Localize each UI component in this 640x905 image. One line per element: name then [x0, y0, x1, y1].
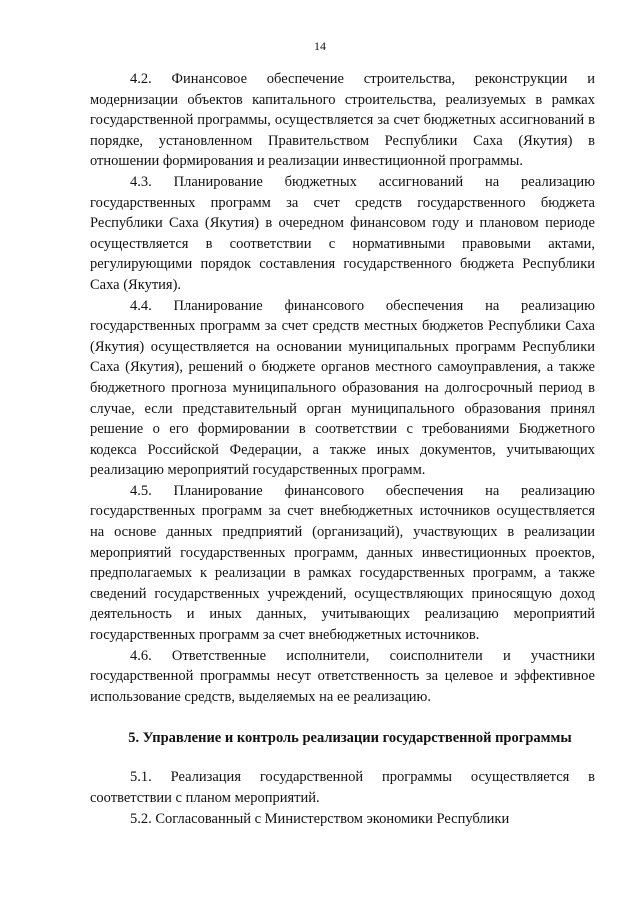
paragraph-4-6: 4.6. Ответственные исполнители, соисполнители и участники государственной программы несут ответственность за целевое и эффективное использование средств, выделяемых на ее реализацию.: [90, 647, 595, 705]
paragraph-4-3: 4.3. Планирование бюджетных ассигнований на реализацию государственных программ за счет средств государственного бюджета Республики Саха (Якутия) в очередном финансовом году и плановом периоде осуществляется в соответствии с нормативными правовыми актами, регулирующими порядок составления государственного бюджета Республики Саха (Якутия).: [90, 173, 595, 293]
page-number: 14: [314, 39, 326, 53]
paragraph-4-2: 4.2. Финансовое обеспечение строительства, реконструкции и модернизации объектов капитального строительства, реализуемых в рамках государственной программы, осуществляется за счет бюджетных ассигнований в порядке, установленном Правительством Республики Саха (Якутия) в отношении формирования и реализации инвестиционной программы.: [90, 71, 595, 170]
paragraph-4-4: 4.4. Планирование финансового обеспечения на реализацию государственных программ за счет средств местных бюджетов Республики Саха (Якутия) осуществляется на основании муниципальных программ Республики Саха (Якутия), решений о бюджете органов местного самоуправления, а также бюджетного прогноза муниципального образования на долгосрочный период в случае, если представительный орган муниципального образования принял решение о его формировании в соответствии с требованиями Бюджетного кодекса Российской Федерации, а также иных документов, учитывающих реализацию мероприятий государственных программ.: [90, 297, 595, 479]
paragraph-5-1: 5.1. Реализация государственной программы осуществляется в соответствии с планом мероприятий.: [90, 769, 595, 806]
paragraph-5-2: 5.2. Согласованный с Министерством экономики Республики: [130, 810, 510, 827]
section-heading: 5. Управление и контроль реализации государственной программы: [128, 730, 572, 747]
document-body: [90, 69, 595, 829]
paragraph-4-5: 4.5. Планирование финансового обеспечения на реализацию государственных программ за счет внебюджетных источников осуществляется на основе данных предприятий (организаций), участвующих в реализации мероприятий государственных программ, данных инвестиционных проектов, предполагаемых к реализации в рамках государственных программ, а также сведений государственных учреждений, осуществляющих приносящую доход деятельность и иных данных, учитывающих реализацию мероприятий государственных программ за счет внебюджетных источников.: [90, 482, 595, 644]
